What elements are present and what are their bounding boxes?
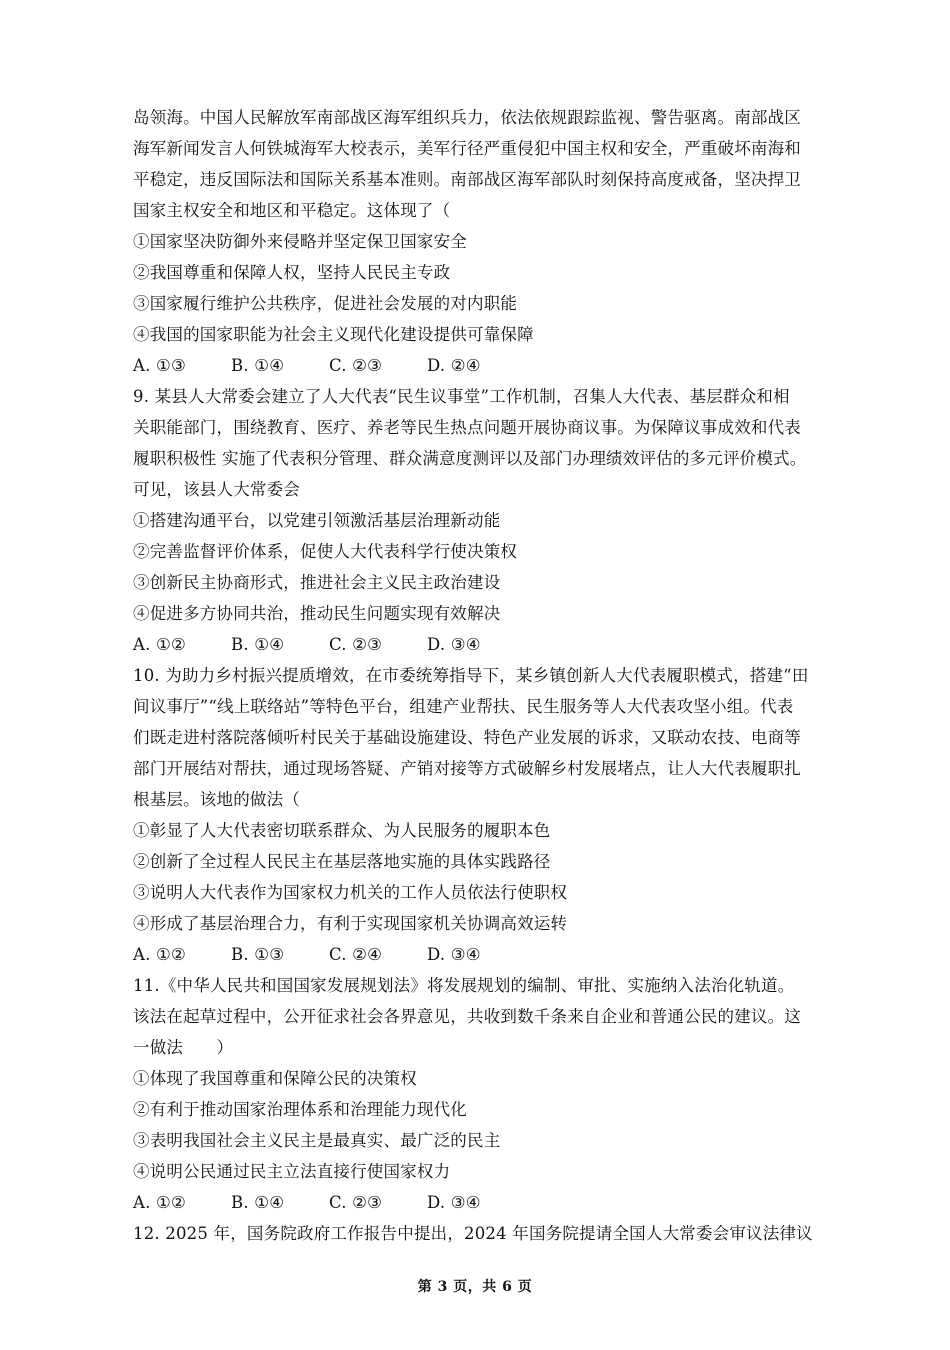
statement-option: ④我国的国家职能为社会主义现代化建设提供可靠保障 [133, 325, 534, 344]
statement-option: ①国家坚决防御外来侵略并坚定保卫国家安全 [133, 232, 467, 251]
answer-choice-d: D. ③④ [427, 945, 481, 964]
question-stem-line: 平稳定，违反国际法和国际关系基本准则。南部战区海军部队时刻保持高度戒备，坚决捍卫 [133, 170, 801, 189]
answer-choices [133, 1187, 793, 1218]
answer-choice-d: D. ③④ [427, 1193, 481, 1212]
answer-choices [133, 939, 793, 970]
question-stem-line: 部门开展结对帮扶，通过现场答疑、产销对接等方式破解乡村发展堵点，让人大代表履职扎 [133, 759, 801, 778]
statement-option: ②创新了全过程人民民主在基层落地实施的具体实践路径 [133, 852, 551, 871]
answer-choices [133, 350, 793, 381]
answer-choice-c: C. ②③ [329, 1193, 383, 1212]
question-10 [133, 660, 809, 970]
statement-option: ③表明我国社会主义民主是最真实、最广泛的民主 [133, 1131, 501, 1150]
statement-option: ④促进多方协同共治，推动民生问题实现有效解决 [133, 604, 501, 623]
question-stem-line: 可见，该县人大常委会 [133, 480, 300, 499]
page-content [133, 102, 813, 1249]
question-stem-line: 们既走进村落院落倾听村民关于基础设施建设、特色产业发展的诉求，又联动农技、电商等 [133, 728, 801, 747]
question-stem-line: 履职积极性 实施了代表积分管理、群众满意度测评以及部门办理绩效评估的多元评价模式。 [133, 449, 807, 468]
answer-choices [133, 629, 793, 660]
answer-choice-a: A. ①② [133, 635, 186, 654]
statement-option: ①体现了我国尊重和保障公民的决策权 [133, 1069, 417, 1088]
statement-option: ③国家履行维护公共秩序，促进社会发展的对内职能 [133, 294, 518, 313]
answer-choice-b: B. ①④ [231, 635, 285, 654]
question-stem-line: 12. 2025 年，国务院政府工作报告中提出，2024 年国务院提请全国人大常委会审议法律议 [133, 1224, 813, 1243]
question-stem-line: 国家主权安全和地区和平稳定。这体现了（ [133, 201, 451, 220]
statement-option: ③说明人大代表作为国家权力机关的工作人员依法行使职权 [133, 883, 568, 902]
question-stem-line: 11.《中华人民共和国国家发展规划法》将发展规划的编制、审批、实施纳入法治化轨道。 [133, 976, 795, 995]
statement-option: ④说明公民通过民主立法直接行使国家权力 [133, 1162, 451, 1181]
answer-choice-b: B. ①③ [231, 945, 285, 964]
question-stem-line: 一做法 ） [133, 1038, 234, 1057]
answer-choice-a: A. ①② [133, 945, 186, 964]
answer-choice-c: C. ②④ [329, 945, 383, 964]
answer-choice-a: A. ①② [133, 1193, 186, 1212]
statement-option: ②有利于推动国家治理体系和治理能力现代化 [133, 1100, 467, 1119]
answer-choice-d: D. ③④ [427, 635, 481, 654]
answer-choice-c: C. ②③ [329, 356, 383, 375]
question-stem-line: 9. 某县人大常委会建立了人大代表“民生议事堂”工作机制，召集人大代表、基层群众和相 [133, 387, 790, 406]
statement-option: ①彰显了人大代表密切联系群众、为人民服务的履职本色 [133, 821, 551, 840]
answer-choice-a: A. ①③ [133, 356, 186, 375]
statement-option: ③创新民主协商形式，推进社会主义民主政治建设 [133, 573, 501, 592]
question-stem-line: 该法在起草过程中，公开征求社会各界意见，共收到数千条来自企业和普通公民的建议。这 [133, 1007, 801, 1026]
question-stem-line: 根基层。该地的做法（ [133, 790, 300, 809]
question-stem-line: 关职能部门，围绕教育、医疗、养老等民生热点问题开展协商议事。为保障议事成效和代表 [133, 418, 801, 437]
question-stem-line: 岛领海。中国人民解放军南部战区海军组织兵力，依法依规跟踪监视、警告驱离。南部战区 [133, 108, 801, 127]
question-8 [133, 102, 801, 381]
question-stem-line: 海军新闻发言人何铁城海军大校表示，美军行径严重侵犯中国主权和安全，严重破坏南海和 [133, 139, 801, 158]
answer-choice-d: D. ②④ [427, 356, 481, 375]
statement-option: ①搭建沟通平台，以党建引领激活基层治理新动能 [133, 511, 501, 530]
statement-option: ②完善监督评价体系，促使人大代表科学行使决策权 [133, 542, 518, 561]
answer-choice-b: B. ①④ [231, 356, 285, 375]
question-12 [133, 1218, 813, 1249]
question-11 [133, 970, 801, 1218]
question-stem-line: 10. 为助力乡村振兴提质增效，在市委统筹指导下，某乡镇创新人大代表履职模式，搭建“田 [133, 666, 809, 685]
statement-option: ②我国尊重和保障人权，坚持人民民主专政 [133, 263, 451, 282]
question-stem-line: 间议事厅”“线上联络站”等特色平台，组建产业帮扶、民生服务等人大代表攻坚小组。代表 [133, 697, 794, 716]
question-9 [133, 381, 807, 660]
page-number: 第 3 页，共 6 页 [417, 1279, 533, 1295]
statement-option: ④形成了基层治理合力，有利于实现国家机关协调高效运转 [133, 914, 568, 933]
answer-choice-c: C. ②③ [329, 635, 383, 654]
answer-choice-b: B. ①④ [231, 1193, 285, 1212]
